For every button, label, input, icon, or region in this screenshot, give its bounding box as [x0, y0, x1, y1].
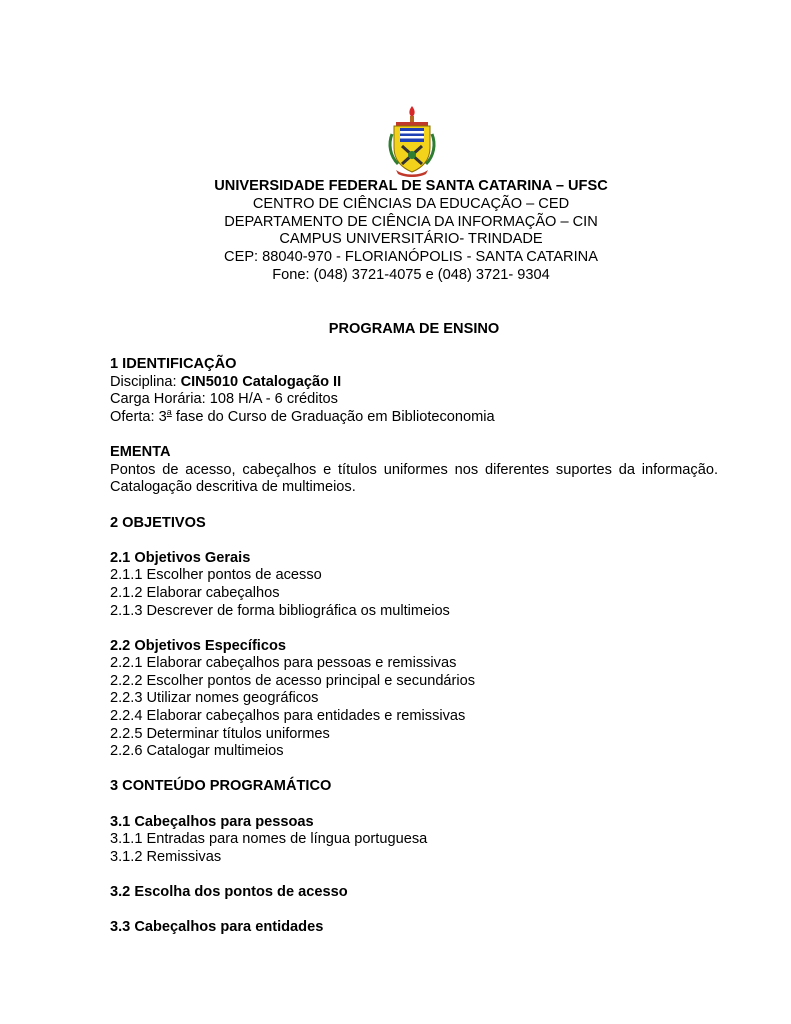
postal-address: CEP: 88040-970 - FLORIANÓPOLIS - SANTA CATARINA [224, 249, 598, 266]
list-item: 2.1.2 Elaborar cabeçalhos [110, 584, 280, 601]
offer-prefix: Oferta: 3 [110, 408, 167, 425]
ementa-heading: EMENTA [110, 444, 171, 461]
specific-objectives-heading: 2.2 Objetivos Específicos [110, 637, 287, 654]
campus-name: CAMPUS UNIVERSITÁRIO- TRINDADE [279, 231, 543, 248]
list-item: 2.1.1 Escolher pontos de acesso [110, 567, 322, 584]
list-item: 2.2.3 Utilizar nomes geográficos [110, 690, 319, 707]
list-item: 3.1.1 Entradas para nomes de língua portuguesa [110, 831, 428, 848]
section-3-3-heading: 3.3 Cabeçalhos para entidades [110, 919, 324, 936]
identification-heading: 1 IDENTIFICAÇÃO [110, 356, 237, 373]
phone-numbers: Fone: (048) 3721-4075 e (048) 3721- 9304 [272, 266, 550, 283]
discipline-value: CIN5010 Catalogação II [180, 373, 342, 390]
discipline-line [110, 374, 718, 392]
offer-ordinal: a [166, 406, 172, 417]
discipline-label: Disciplina: [110, 373, 181, 390]
ementa-text: Pontos de acesso, cabeçalhos e títulos uniformes nos diferentes suportes da informação. Catalogação descritiva de multimeios. [110, 461, 718, 496]
list-item: 2.2.1 Elaborar cabeçalhos para pessoas e remissivas [110, 655, 457, 672]
list-item: 2.2.5 Determinar títulos uniformes [110, 725, 330, 742]
offer-line [110, 406, 718, 427]
department-name: DEPARTAMENTO DE CIÊNCIA DA INFORMAÇÃO – CIN [224, 213, 598, 230]
general-objectives-heading: 2.1 Objetivos Gerais [110, 549, 251, 566]
document-body [110, 321, 718, 937]
program-title: PROGRAMA DE ENSINO [328, 321, 500, 337]
workload-line: Carga Horária: 108 H/A - 6 créditos [110, 391, 338, 408]
list-item: 3.1.2 Remissivas [110, 848, 222, 865]
list-item: 2.2.6 Catalogar multimeios [110, 743, 284, 760]
objectives-heading: 2 OBJETIVOS [110, 514, 206, 531]
section-3-2-heading: 3.2 Escolha dos pontos de acesso [110, 884, 348, 900]
ufsc-coat-of-arms-icon [386, 104, 438, 178]
list-item: 2.2.4 Elaborar cabeçalhos para entidades e remissivas [110, 708, 466, 725]
content-heading: 3 CONTEÚDO PROGRAMÁTICO [110, 778, 332, 795]
list-item: 2.1.3 Descrever de forma bibliográfica os multimeios [110, 602, 450, 619]
institution-header [0, 178, 791, 285]
university-name: UNIVERSIDADE FEDERAL DE SANTA CATARINA – UFSC [214, 178, 608, 194]
section-3-1-heading: 3.1 Cabeçalhos para pessoas [110, 813, 314, 830]
center-name: CENTRO DE CIÊNCIAS DA EDUCAÇÃO – CED [252, 195, 570, 212]
offer-suffix: fase do Curso de Graduação em Biblioteconomia [171, 408, 495, 425]
list-item: 2.2.2 Escolher pontos de acesso principal e secundários [110, 672, 476, 689]
